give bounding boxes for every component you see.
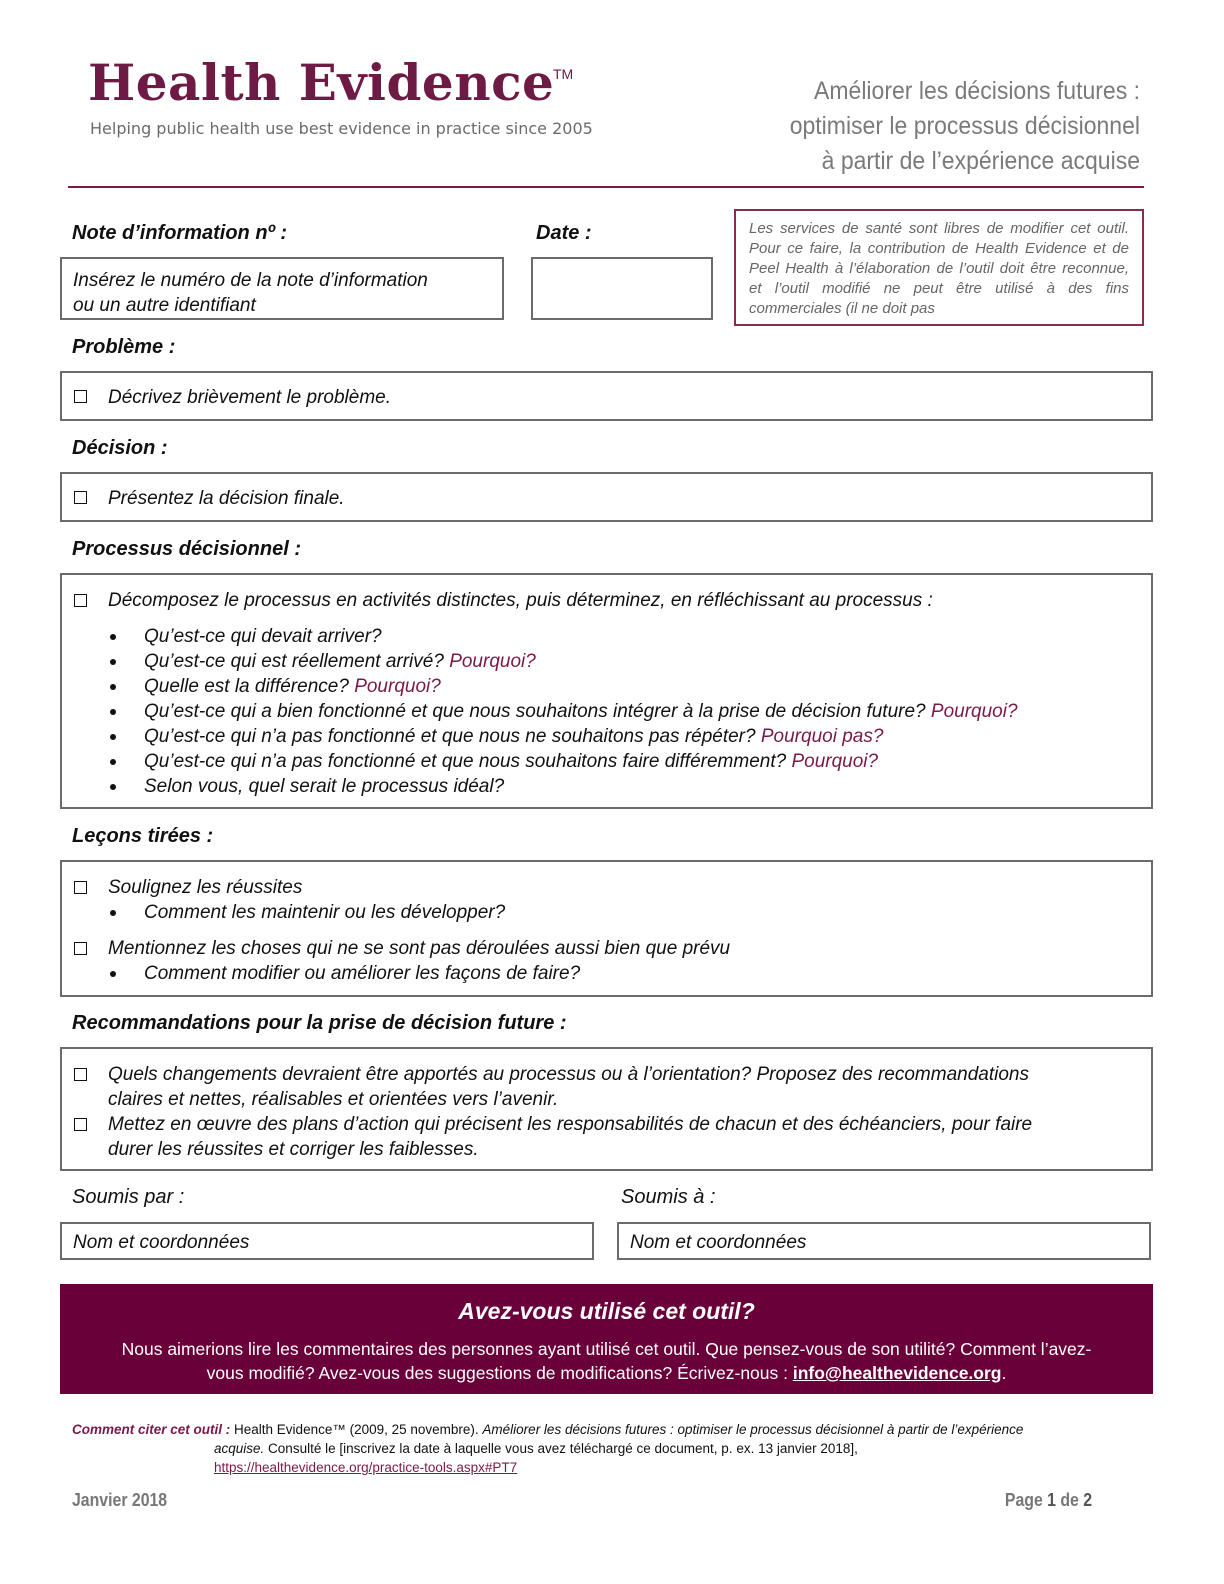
checkbox-icon[interactable] <box>74 594 87 607</box>
processus-item: Décomposez le processus en activités distinctes, puis déterminez, en réfléchissant au processus : <box>108 590 933 611</box>
title-line: optimiser le processus décisionnel <box>789 112 1140 140</box>
submitted-to-value: Nom et coordonnées <box>630 1232 807 1253</box>
citation-url-link[interactable]: https://healthevidence.org/practice-tools.aspx#PT7 <box>214 1460 518 1475</box>
date-label: Date : <box>536 222 592 244</box>
processus-bullet: Qu’est-ce qui est réellement arrivé? Pourquoi? <box>144 651 536 672</box>
submitted-by-label: Soumis par : <box>72 1186 185 1208</box>
section-label-probleme: Problème : <box>72 336 176 358</box>
submitted-by-value: Nom et coordonnées <box>73 1232 250 1253</box>
trademark: TM <box>553 66 574 82</box>
note-field-text: Insérez le numéro de la note d’information <box>73 270 428 291</box>
note-label: Note d’information nº : <box>72 222 288 244</box>
citation: Comment citer cet outil : Health Evidence™ (2009, 25 novembre). Améliorer les décisions futures : optimiser le processus décisionnel à partir de l’expérience acquise. Consulté le [inscrivez la date à laquelle vous avez téléchargé ce document, p. ex. 13 janvier 2018], https://healthevidence.org/practice-tools.aspx#PT7 <box>72 1422 1024 1475</box>
processus-box <box>60 573 1153 809</box>
bullet-icon <box>110 684 116 690</box>
decision-box <box>60 472 1153 522</box>
bullet-icon <box>110 910 116 916</box>
bullet-icon <box>110 734 116 740</box>
checkbox-icon[interactable] <box>74 390 87 403</box>
document-title <box>662 74 1140 179</box>
title-line: Améliorer les décisions futures : <box>814 77 1140 105</box>
title-line: à partir de l’expérience acquise <box>821 147 1140 175</box>
email-link[interactable]: info@healthevidence.org <box>792 1363 1002 1383</box>
submitted-by-field[interactable] <box>60 1222 594 1260</box>
section-label-processus: Processus décisionnel : <box>72 538 301 560</box>
banner-text: Nous aimerions lire les commentaires des personnes ayant utilisé cet outil. Que pensez-vous de son utilité? Comment l’avez- vous modifié? Avez-vous des suggestions de modifications? Écrivez-nous : info@healthevidence.org. <box>121 1339 1092 1383</box>
lecons-bullet: Comment modifier ou améliorer les façons de faire? <box>144 963 581 984</box>
brand-tagline: Helping public health use best evidence in practice since 2005 <box>90 119 593 138</box>
recommandations-item: Mettez en œuvre des plans d’action qui précisent les responsabilités de chacun et des échéanciers, pour faire <box>108 1114 1033 1135</box>
lecons-item: Soulignez les réussites <box>108 877 303 898</box>
banner-title: Avez-vous utilisé cet outil? <box>458 1298 755 1324</box>
submitted-to-label: Soumis à : <box>621 1186 716 1208</box>
probleme-box <box>60 371 1153 421</box>
processus-bullet: Quelle est la différence? Pourquoi? <box>144 676 441 697</box>
note-field-text: ou un autre identifiant <box>73 295 256 316</box>
page-number: Page 1 de 2 <box>1004 1490 1092 1510</box>
bullet-icon <box>110 659 116 665</box>
lecons-item: Mentionnez les choses qui ne se sont pas déroulées aussi bien que prévu <box>108 938 731 959</box>
date-field[interactable] <box>531 257 713 320</box>
bullet-icon <box>110 759 116 765</box>
section-label-recommandations: Recommandations pour la prise de décision future : <box>72 1012 567 1034</box>
bullet-icon <box>110 709 116 715</box>
bullet-icon <box>110 784 116 790</box>
checkbox-icon[interactable] <box>74 942 87 955</box>
checkbox-icon[interactable] <box>74 881 87 894</box>
processus-bullet: Qu’est-ce qui n’a pas fonctionné et que nous souhaitons faire différemment? Pourquoi? <box>144 751 879 772</box>
note-number-field[interactable] <box>60 257 504 320</box>
lecons-box <box>60 860 1153 997</box>
lecons-bullet: Comment les maintenir ou les développer? <box>144 902 506 923</box>
citation-label: Comment citer cet outil : <box>72 1422 231 1437</box>
recommandations-box <box>60 1047 1153 1171</box>
footer-date: Janvier 2018 <box>72 1490 168 1510</box>
section-label-decision: Décision : <box>72 437 168 459</box>
header-divider <box>68 186 1144 188</box>
recommandations-item: Quels changements devraient être apportés au processus ou à l’orientation? Proposez des recommandations <box>108 1064 1029 1085</box>
feedback-banner <box>60 1284 1153 1394</box>
section-label-lecons: Leçons tirées : <box>72 825 214 847</box>
submitted-to-field[interactable] <box>617 1222 1151 1260</box>
probleme-item: Décrivez brièvement le problème. <box>108 387 392 408</box>
bullet-icon <box>110 634 116 640</box>
decision-item: Présentez la décision finale. <box>108 488 345 509</box>
bullet-icon <box>110 971 116 977</box>
checkbox-icon[interactable] <box>74 1068 87 1081</box>
recommandations-item: claires et nettes, réalisables et orientées vers l’avenir. <box>108 1089 559 1110</box>
checkbox-icon[interactable] <box>74 1118 87 1131</box>
brand-logo: Health Evidence <box>88 53 555 112</box>
processus-bullet: Qu’est-ce qui devait arriver? <box>144 626 382 647</box>
processus-bullet: Qu’est-ce qui a bien fonctionné et que nous souhaitons intégrer à la prise de décision future? Pourquoi? <box>144 701 1018 722</box>
processus-bullet: Qu’est-ce qui n’a pas fonctionné et que nous ne souhaitons pas répéter? Pourquoi pas? <box>144 726 884 747</box>
checkbox-icon[interactable] <box>74 491 87 504</box>
license-notice: Les services de santé sont libres de modifier cet outil. Pour ce faire, la contribution de Health Evidence et de Peel Health à l’élaboration de l’outil doit être reconnue, et l’outil modifié ne peut être utilisé à des fins commerciales (il ne doit pas <box>734 209 1144 326</box>
processus-bullet: Selon vous, quel serait le processus idéal? <box>144 776 505 797</box>
recommandations-item: durer les réussites et corriger les faiblesses. <box>108 1139 479 1160</box>
